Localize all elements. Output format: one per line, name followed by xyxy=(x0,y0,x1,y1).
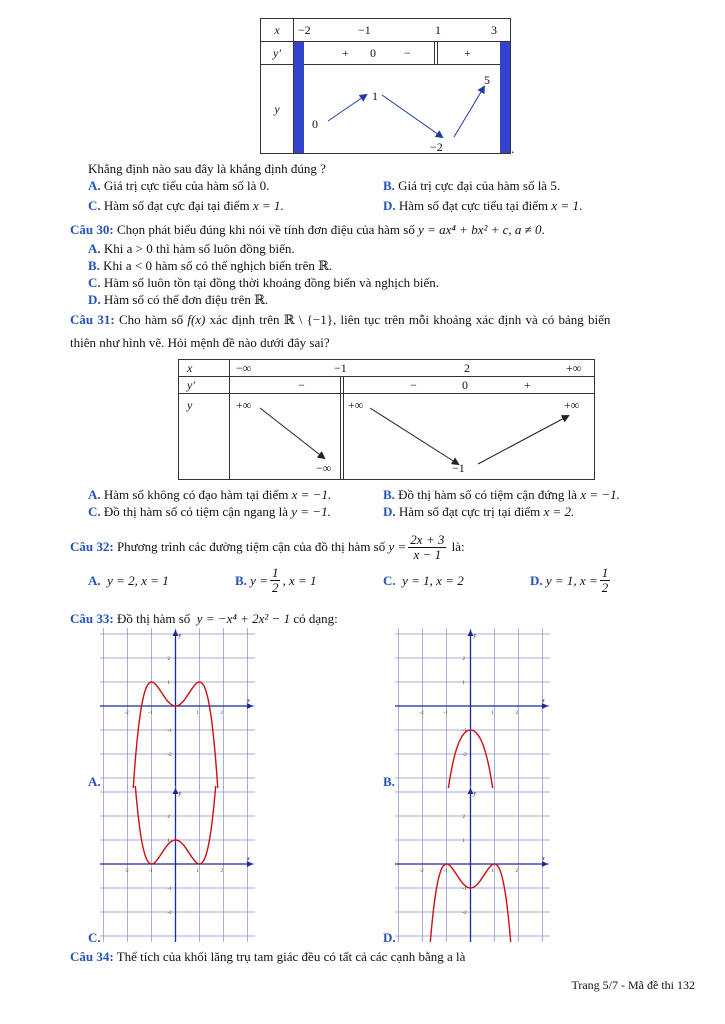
graph-d-tick-x: -1 xyxy=(443,869,448,874)
graph-c-tick-y: -2 xyxy=(167,911,172,916)
t2-yp-label: y' xyxy=(179,377,230,394)
q30-option-b[interactable]: B. Khi a < 0 hàm số có thể nghịch biến trên ℝ. xyxy=(88,258,333,273)
question-32-stem: Câu 32: Phương trình các đường tiệm cận của đồ thị hàm số y = $\frac{2x + 3}{x - 1}$ là: xyxy=(70,531,465,562)
graph-b-tick-x: -1 xyxy=(443,711,448,716)
graph-d-label: D. xyxy=(383,930,396,945)
q32-fraction: $\frac{2x + 3}{x - 1}$ xyxy=(410,531,445,562)
question-31-stem-2: thiên như hình vẽ. Hỏi mệnh đề nào dưới đây sai? xyxy=(70,335,330,350)
t1-yp-2: − xyxy=(404,46,411,60)
t1-double-line xyxy=(434,42,438,65)
graph-d-tick-x: 1 xyxy=(491,869,494,874)
graph-b-tick-y: 2 xyxy=(462,657,465,662)
graph-a-x-label: x xyxy=(247,698,250,704)
graph-a-label: A. xyxy=(88,774,101,789)
t2-yp-3: + xyxy=(524,378,531,392)
graph-c-y-label: y xyxy=(178,791,182,797)
question-30-stem: Câu 30: Chọn phát biểu đúng khi nói về tính đơn điệu của hàm số y = ax⁴ + bx² + c, a ≠ 0. xyxy=(70,222,545,237)
t2-yp-2: 0 xyxy=(462,378,468,392)
graph-b-grid xyxy=(395,628,550,788)
graph-b-x-label: x xyxy=(542,698,545,704)
page-footer: Trang 5/7 - Mã đề thi 132 xyxy=(571,978,695,992)
t2-y-4: +∞ xyxy=(564,398,580,412)
t2-arrows xyxy=(230,394,604,479)
t1-yp-3: + xyxy=(464,46,471,60)
graph-d-y-label: y xyxy=(473,791,477,797)
t2-y-2: +∞ xyxy=(348,398,364,412)
graph-b-tick-x: 1 xyxy=(491,711,494,716)
graph-d-tick-y: -2 xyxy=(462,911,467,916)
t1-yp-1: 0 xyxy=(370,46,376,60)
t1-y-1: 1 xyxy=(372,89,378,103)
graph-d-x-label: x xyxy=(542,856,545,862)
graph-b-tick-y: 1 xyxy=(462,681,465,686)
graph-c-tick-x: 1 xyxy=(196,869,199,874)
graph-d-tick-y: 1 xyxy=(462,839,465,844)
q31-option-a[interactable]: A. Hàm số không có đạo hàm tại điểm x = −1. xyxy=(88,487,332,502)
graph-a-y-label: y xyxy=(178,633,182,639)
graph-c-tick-x: -1 xyxy=(148,869,153,874)
graph-d-tick-x: 2 xyxy=(515,869,518,874)
graph-a-tick-y: 1 xyxy=(167,681,170,686)
t1-yp-label: y' xyxy=(261,42,294,65)
graph-b-y-label: y xyxy=(473,633,477,639)
t2-y-3: −1 xyxy=(452,461,465,475)
question-33-stem: Câu 33: Đồ thị hàm số y = −x⁴ + 2x² − 1 có dạng: xyxy=(70,611,338,626)
prev-option-b[interactable]: B. Giá trị cực đại của hàm số là 5. xyxy=(383,178,561,193)
graph-b-tick-x: 2 xyxy=(515,711,518,716)
q30-option-c[interactable]: C. Hàm số luôn tồn tại đồng thời khoảng đồng biến và nghịch biến. xyxy=(88,275,439,290)
t2-x-3: +∞ xyxy=(566,361,582,375)
question-31-stem: Câu 31: Cho hàm số f(x) xác định trên ℝ \ {−1}, liên tục trên mỗi khoảng xác định và có bảng biến xyxy=(70,312,611,327)
question-34-stem: Câu 34: Thể tích của khối lăng trụ tam giác đều có tất cả các cạnh bằng a là xyxy=(70,949,466,964)
graph-b-tick-x: -2 xyxy=(419,711,424,716)
t2-y-0: +∞ xyxy=(236,398,252,412)
t2-y-1: −∞ xyxy=(316,461,332,475)
graph-a-tick-x: -1 xyxy=(148,711,153,716)
q32-option-d[interactable]: D. y = 1, x = $\frac{1}{2}$ xyxy=(530,565,609,595)
graph-a-grid xyxy=(100,628,255,788)
graph-c-label: C. xyxy=(88,930,101,945)
graph-c-tick-y: -1 xyxy=(167,887,172,892)
t1-y-3: 5 xyxy=(484,73,490,87)
q31-option-b[interactable]: B. Đồ thị hàm số có tiệm cận đứng là x = −1. xyxy=(383,487,620,502)
q30-option-d[interactable]: D. Hàm số có thể đơn điệu trên ℝ. xyxy=(88,292,269,307)
q32-option-a[interactable]: A. y = 2, x = 1 xyxy=(88,573,169,588)
graph-d-tick-y: -1 xyxy=(462,887,467,892)
graph-d[interactable] xyxy=(395,786,550,942)
q30-option-a[interactable]: A. Khi a > 0 thì hàm số luôn đồng biến. xyxy=(88,241,295,256)
graph-b[interactable] xyxy=(395,628,550,788)
graph-b-tick-y: -2 xyxy=(462,753,467,758)
prev-option-c[interactable]: C. Hàm số đạt cực đại tại điểm x = 1. xyxy=(88,198,284,213)
t2-x-1: −1 xyxy=(334,361,347,375)
t2-yp-1: − xyxy=(410,378,417,392)
graph-b-tick-y: -1 xyxy=(462,729,467,734)
t1-x-label: x xyxy=(261,19,294,42)
graph-c[interactable] xyxy=(100,786,255,942)
t1-x-0: −2 xyxy=(298,23,311,37)
t1-x-1: −1 xyxy=(358,23,371,37)
graph-d-tick-y: 2 xyxy=(462,815,465,820)
graph-a-tick-y: 2 xyxy=(167,657,170,662)
q32-option-b[interactable]: B. y = $\frac{1}{2}$ , x = 1 xyxy=(235,565,317,595)
graph-a-tick-x: 2 xyxy=(220,711,223,716)
graph-d-tick-x: -2 xyxy=(419,869,424,874)
graph-b-label: B. xyxy=(383,774,395,789)
prev-question-stem: Khẳng định nào sau đây là khẳng định đúng ? xyxy=(88,161,326,176)
t2-x-label: x xyxy=(179,360,230,377)
t1-yp-0: + xyxy=(342,46,349,60)
graph-a-tick-x: 1 xyxy=(196,711,199,716)
t2-double-line xyxy=(340,377,344,394)
graph-c-tick-y: 1 xyxy=(167,839,170,844)
t1-arrows xyxy=(294,65,512,153)
t1-bar-right xyxy=(500,42,510,65)
graph-c-tick-x: -2 xyxy=(124,869,129,874)
t1-y-2: −2 xyxy=(430,140,443,154)
t1-x-3: 3 xyxy=(491,23,497,37)
graph-a-tick-x: -2 xyxy=(124,711,129,716)
t1-y-0: 0 xyxy=(312,117,318,131)
prev-option-d[interactable]: D. Hàm số đạt cực tiểu tại điểm x = 1. xyxy=(383,198,583,213)
graph-a-tick-y: -2 xyxy=(167,753,172,758)
t2-y-label: y xyxy=(179,394,230,480)
t1-x-2: 1 xyxy=(435,23,441,37)
q31-option-d[interactable]: D. Hàm số đạt cực trị tại điểm x = 2. xyxy=(383,504,575,519)
t1-y-label: y xyxy=(261,65,294,154)
graph-c-tick-y: 2 xyxy=(167,815,170,820)
t2-yp-0: − xyxy=(298,378,305,392)
graph-a[interactable] xyxy=(100,628,255,788)
graph-c-x-label: x xyxy=(247,856,250,862)
q31-option-c[interactable]: C. Đồ thị hàm số có tiệm cận ngang là y = −1. xyxy=(88,504,331,519)
t1-trail: . xyxy=(511,141,515,156)
t1-bar-left xyxy=(294,42,304,65)
graph-c-tick-x: 2 xyxy=(220,869,223,874)
prev-option-a[interactable]: A. Giá trị cực tiểu của hàm số là 0. xyxy=(88,178,270,193)
t2-x-0: −∞ xyxy=(236,361,252,375)
t2-x-2: 2 xyxy=(464,361,470,375)
q32-option-c[interactable]: C. y = 1, x = 2 xyxy=(383,573,464,588)
graph-a-tick-y: -1 xyxy=(167,729,172,734)
